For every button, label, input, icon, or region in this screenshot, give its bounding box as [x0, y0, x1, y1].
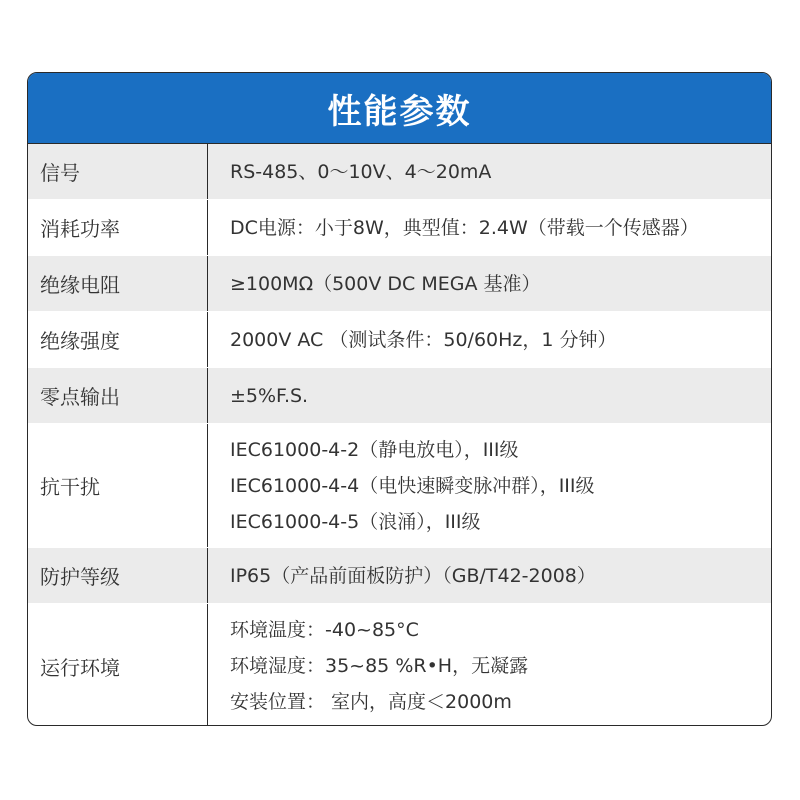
- row-value: [208, 604, 771, 726]
- value-line: DC电源：小于8W，典型值：2.4W（带载一个传感器）: [230, 216, 699, 239]
- row-value: [208, 144, 771, 199]
- value-line: ≥100MΩ（500V DC MEGA 基准）: [230, 272, 541, 295]
- value-line: 环境湿度：35~85 %R•H，无凝露: [230, 655, 529, 677]
- spec-table: [27, 72, 772, 726]
- row-label: 抗干扰: [28, 424, 208, 547]
- value-line: RS-485、0〜10V、4〜20mA: [230, 160, 492, 183]
- value-line: IEC61000-4-5（浪涌），III级: [230, 510, 481, 533]
- table-row: [28, 312, 771, 368]
- value-line: IP65（产品前面板防护）（GB/T42-2008）: [230, 564, 596, 587]
- value-line: 环境温度：-40~85°C: [230, 619, 419, 641]
- row-label: 消耗功率: [28, 200, 208, 255]
- table-row: [28, 548, 771, 604]
- value-line: 安装位置： 室内，高度＜2000m: [230, 691, 512, 713]
- row-label: 零点输出: [28, 368, 208, 423]
- table-row: [28, 368, 771, 424]
- row-value: [208, 424, 771, 547]
- row-label: 绝缘电阻: [28, 256, 208, 311]
- table-row: [28, 144, 771, 200]
- row-label: 绝缘强度: [28, 312, 208, 367]
- row-label: 运行环境: [28, 604, 208, 726]
- row-value: [208, 256, 771, 311]
- row-label: 防护等级: [28, 548, 208, 603]
- table-row: [28, 200, 771, 256]
- row-value: [208, 200, 771, 255]
- row-value: [208, 312, 771, 367]
- table-row: [28, 424, 771, 548]
- value-line: IEC61000-4-4（电快速瞬变脉冲群），III级: [230, 474, 595, 497]
- row-value: [208, 368, 771, 423]
- value-line: IEC61000-4-2（静电放电），III级: [230, 438, 519, 461]
- row-value: [208, 548, 771, 603]
- value-line: 2000V AC （测试条件：50/60Hz，1 分钟）: [230, 328, 617, 351]
- row-label: 信号: [28, 144, 208, 199]
- table-row: [28, 256, 771, 312]
- value-line: ±5%F.S.: [230, 384, 309, 407]
- table-title: 性能参数: [28, 73, 771, 144]
- table-row: [28, 604, 771, 726]
